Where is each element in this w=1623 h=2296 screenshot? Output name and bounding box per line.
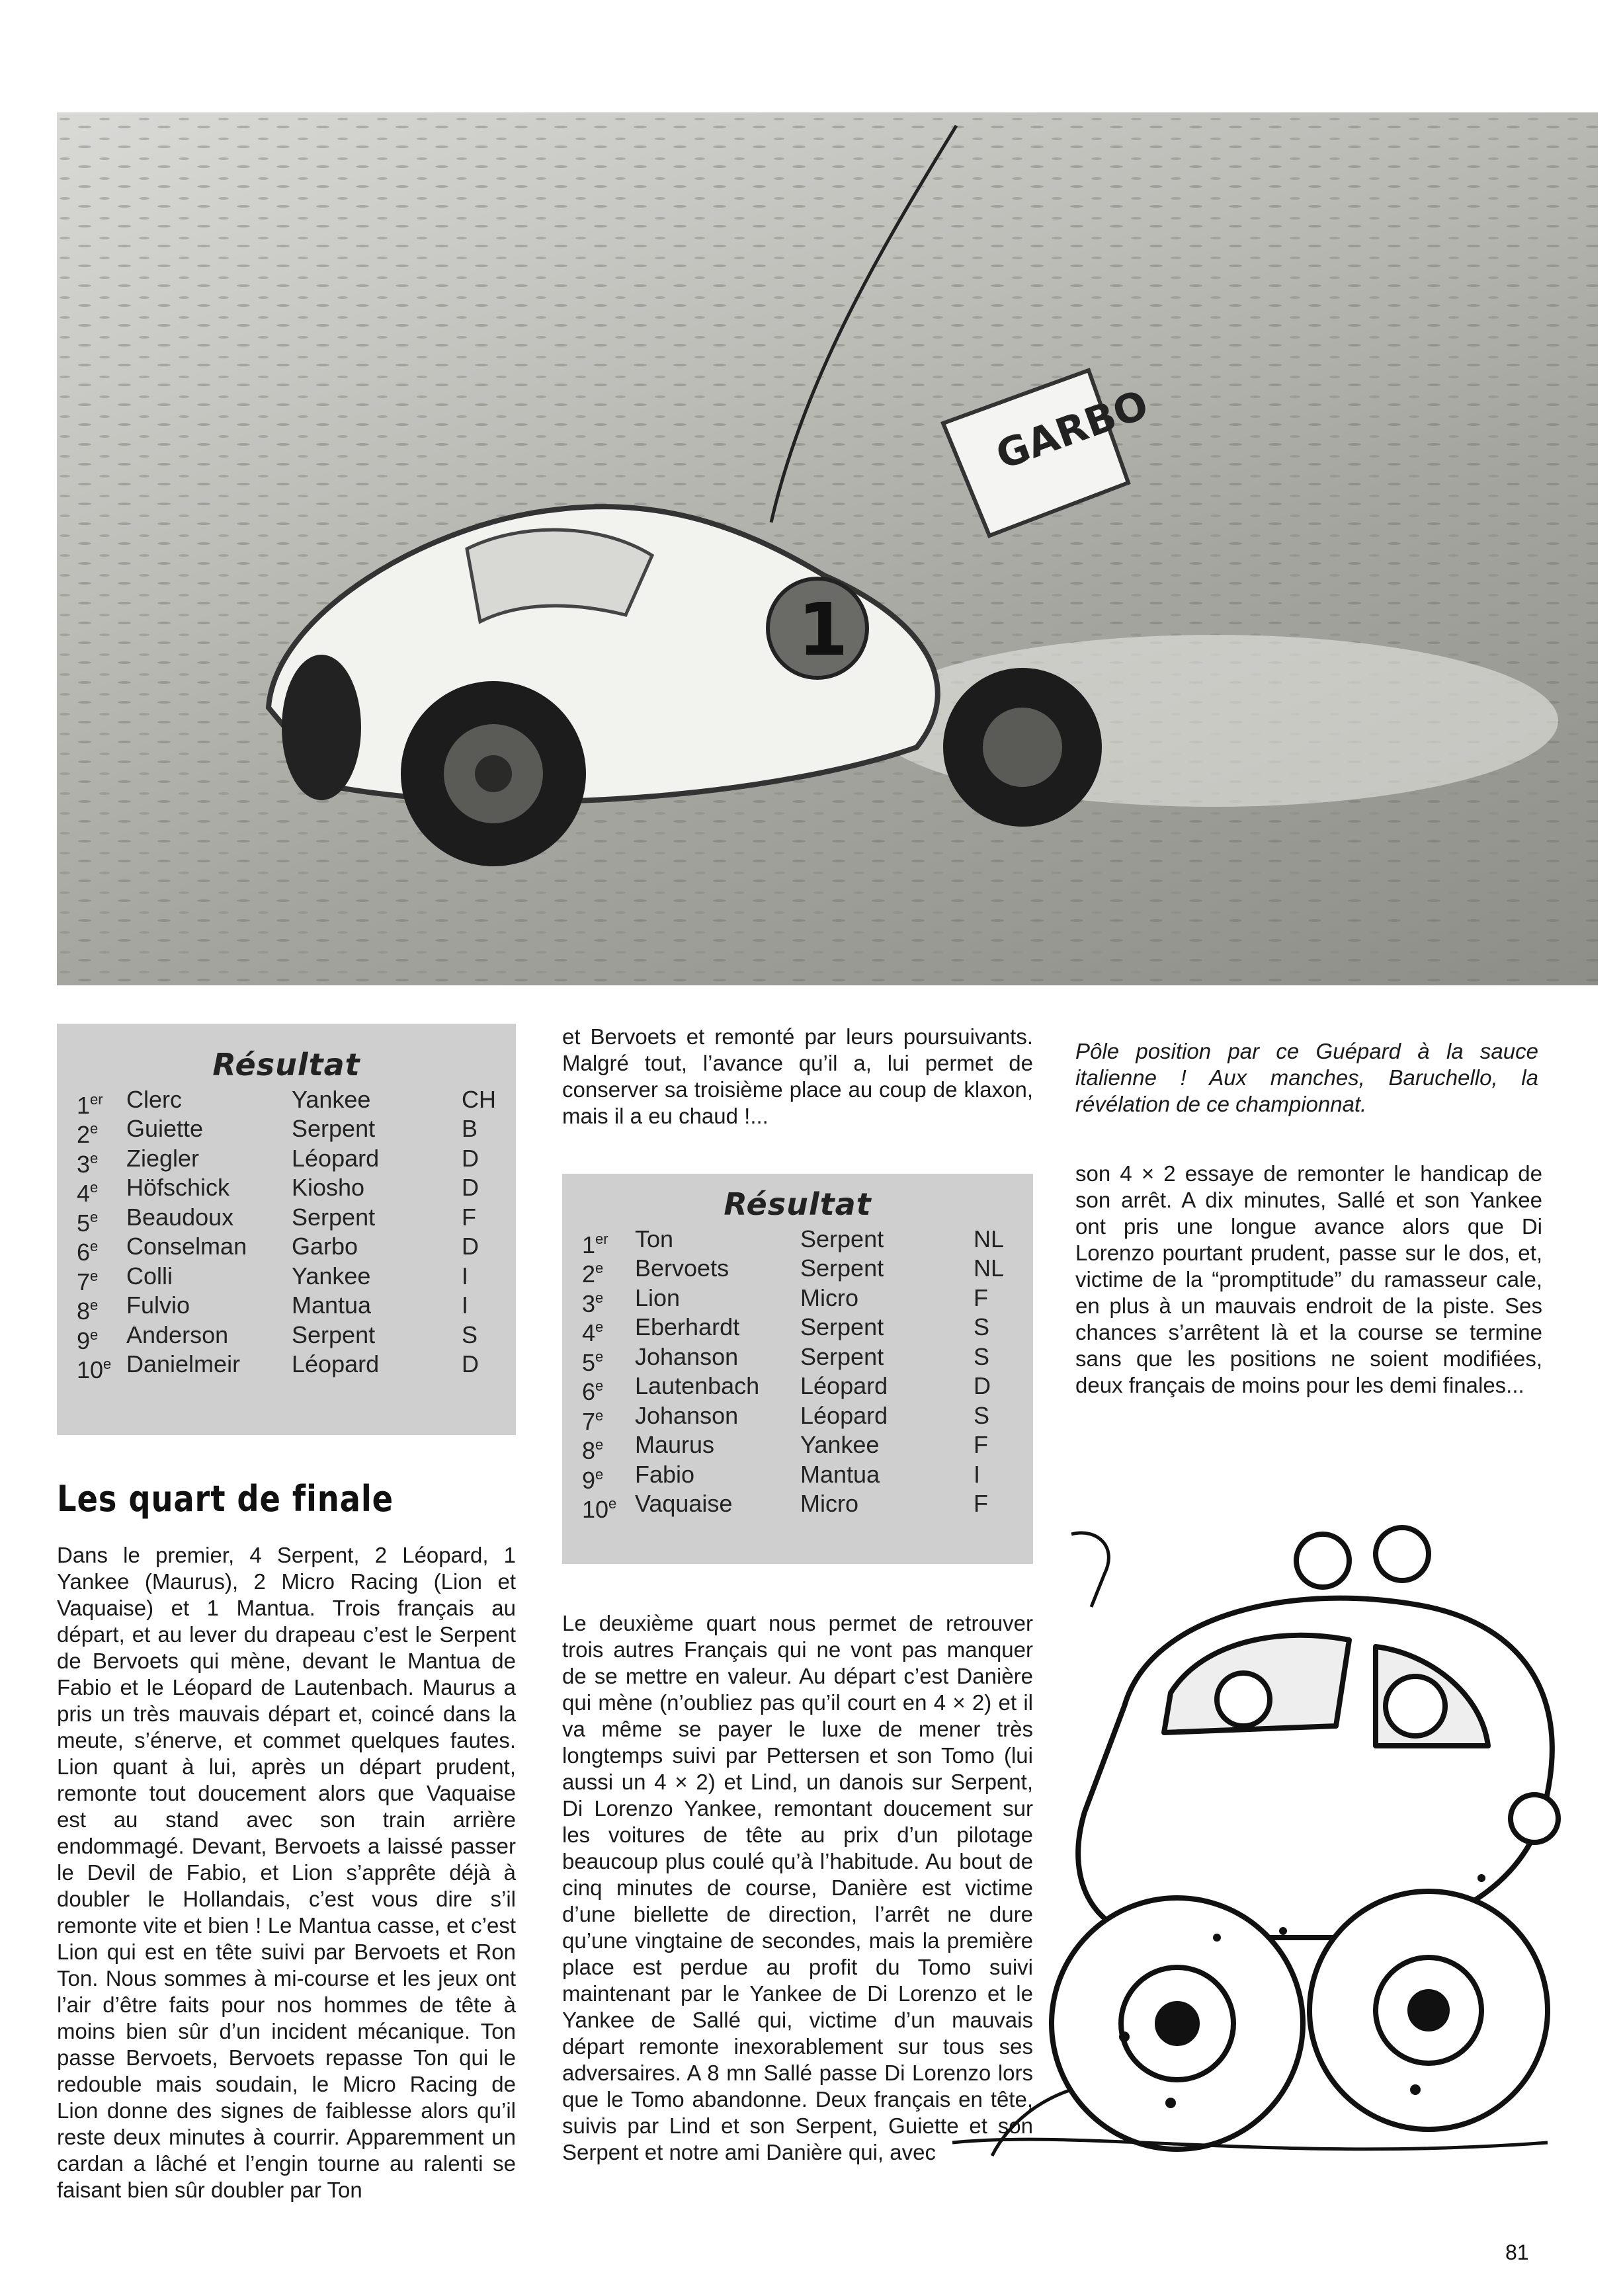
- results-table-1-title: Résultat: [212, 1047, 360, 1083]
- make-cell: Kiosho: [292, 1174, 365, 1201]
- country-cell: B: [462, 1115, 478, 1142]
- table-row: [57, 1350, 516, 1383]
- rank-cell: 9e: [77, 1326, 99, 1354]
- country-cell: F: [974, 1284, 988, 1311]
- name-cell: Clerc: [126, 1085, 183, 1113]
- make-cell: Yankee: [292, 1085, 371, 1113]
- paragraph-quart-1: Dans le premier, 4 Serpent, 2 Léopard, 1 Yankee (Maurus), 2 Micro Racing (Lion et Vaquaise) et 1 Mantua. Trois français au départ, et au lever du drapeau c’est le Serpent de Bervoets qui mène, devant le Mantua de Fabio et le Léopard de Lautenbach. Maurus a pris un très mauvais départ et, coincé dans la meute, s’énerve, et commet quelques fautes. Lion quant à lui, après un départ prudent, remonte tout doucement alors que Vaquaise est au stand avec son train arrière endommagé. Devant, Bervoets a laissé passer le Devil de Fabio, et Lion s’apprête déjà à doubler le Hollandais, c’est vous dire s’il remonte vite et bien ! Le Mantua casse, et c’est Lion qui est en tête suivi par Bervoets et Ron Ton. Nous sommes à mi-course et les jeux ont l’air d’être faits pour nos hommes de tête à moins bien sûr d’un incident mécanique. Ton passe Bervoets, Bervoets repasse Ton qui le redouble mais soudain, le Micro Racing de Lion donne des signes de faiblesse alors qu’il reste deux minutes à courrir. Apparemment un cardan a lâché et l’engin tourne au ralenti se faisant bien sûr doubler par Ton: [57, 1543, 516, 2202]
- rank-cell: 8e: [77, 1297, 99, 1325]
- name-cell: Conselman: [126, 1233, 247, 1260]
- country-cell: S: [974, 1313, 990, 1340]
- page-number: 81: [1505, 2240, 1529, 2264]
- rank-cell: 5e: [77, 1208, 99, 1237]
- table-row: [562, 1430, 1033, 1464]
- country-cell: D: [462, 1350, 479, 1377]
- make-cell: Serpent: [800, 1342, 884, 1370]
- name-cell: Fabio: [635, 1460, 695, 1488]
- name-cell: Colli: [126, 1262, 173, 1290]
- table-row: [562, 1313, 1033, 1346]
- name-cell: Danielmeir: [126, 1350, 241, 1377]
- rank-cell: 6e: [582, 1377, 604, 1405]
- rank-cell: 6e: [77, 1238, 99, 1266]
- article-column-3: [1075, 1161, 1542, 1399]
- table-row: [562, 1342, 1033, 1376]
- name-cell: Bervoets: [635, 1254, 729, 1282]
- country-cell: S: [974, 1401, 990, 1429]
- country-cell: D: [462, 1233, 479, 1260]
- country-cell: NL: [974, 1254, 1005, 1282]
- svg-text:GARBO: GARBO: [990, 381, 1155, 479]
- name-cell: Eberhardt: [635, 1313, 740, 1340]
- race-photo: [57, 112, 1598, 985]
- table-row: [562, 1372, 1033, 1405]
- photo-caption: [1075, 1038, 1538, 1118]
- name-cell: Vaquaise: [635, 1490, 733, 1517]
- country-cell: F: [974, 1490, 988, 1517]
- rank-cell: 2e: [582, 1260, 604, 1288]
- table-row: [57, 1262, 516, 1295]
- rank-cell: 10e: [582, 1495, 617, 1523]
- make-cell: Mantua: [800, 1460, 880, 1488]
- rank-cell: 9e: [582, 1465, 604, 1494]
- paragraph-quart-2: Le deuxième quart nous permet de retrouver trois autres Français qui ne vont pas manquer de se mettre en valeur. Au départ c’est Danière qui mène (n’oubliez pas qu’il court en 4 × 2) et il va même se payer le luxe de mener très longtemps suivi par Pettersen et son Tomo (lui aussi un 4 × 2) et Lind, un danois sur Serpent, Di Lorenzo Yankee, remontant doucement sur les voitures de tête au prix d’un pilotage beaucoup plus coulé qu’à l’habitude. Au bout de cinq minutes de course, Danière est victime d’une biellette de direction, l’arrêt ne dure qu’une vingtaine de secondes, mais la première place est perdue au profit du Tomo suivi maintenant par le Yankee de Di Lorenzo et le Yankee de Sallé qui, victime d’un mauvais départ remonte inexorablement sur tous ses adversaires. A 8 mn Sallé passe Di Lorenzo lors que le Tomo abandonne. Deux français en tête, suivis par Lind et son Serpent, Guiette et son Serpent et notre ami Danière qui, avec: [562, 1611, 1033, 2164]
- name-cell: Ziegler: [126, 1144, 200, 1172]
- paragraph-continued: et Bervoets et remonté par leurs poursuivants. Malgré tout, l’avance qu’il a, lui permet de conserver sa troisième place au coup de klaxon, mais il a eu chaud !...: [562, 1024, 1033, 1128]
- name-cell: Höfschick: [126, 1174, 230, 1201]
- table-row: [57, 1203, 516, 1237]
- table-row: [57, 1321, 516, 1354]
- make-cell: Micro: [800, 1490, 858, 1517]
- name-cell: Lion: [635, 1284, 681, 1311]
- section-heading: Les quart de finale: [57, 1478, 394, 1520]
- country-cell: D: [974, 1372, 991, 1399]
- country-cell: S: [974, 1342, 990, 1370]
- table-row: [57, 1144, 516, 1178]
- make-cell: Léopard: [800, 1372, 888, 1399]
- table-row: [562, 1284, 1033, 1317]
- name-cell: Guiette: [126, 1115, 204, 1142]
- make-cell: Micro: [800, 1284, 858, 1311]
- make-cell: Serpent: [800, 1313, 884, 1340]
- rank-cell: 1er: [77, 1090, 103, 1119]
- rank-cell: 7e: [77, 1267, 99, 1295]
- svg-text:1: 1: [798, 587, 849, 672]
- name-cell: Maurus: [635, 1431, 715, 1458]
- country-cell: I: [974, 1460, 981, 1488]
- make-cell: Serpent: [292, 1203, 376, 1231]
- table-row: [57, 1291, 516, 1325]
- table-row: [57, 1232, 516, 1266]
- make-cell: Léopard: [800, 1401, 888, 1429]
- country-cell: F: [974, 1431, 988, 1458]
- country-cell: CH: [462, 1085, 496, 1113]
- rank-cell: 8e: [582, 1436, 604, 1464]
- rank-cell: 4e: [582, 1319, 604, 1346]
- name-cell: Ton: [635, 1225, 674, 1252]
- make-cell: Léopard: [292, 1144, 380, 1172]
- make-cell: Garbo: [292, 1233, 358, 1260]
- table-row: [562, 1225, 1033, 1258]
- table-row: [562, 1254, 1033, 1288]
- rank-cell: 5e: [582, 1348, 604, 1376]
- table-row: [57, 1085, 516, 1119]
- article-column-2-top: [562, 1024, 1033, 1129]
- table-row: [57, 1173, 516, 1207]
- caption-text: Pôle position par ce Guépard à la sauce italienne ! Aux manches, Baruchello, la révélation de ce championnat.: [1075, 1039, 1538, 1116]
- name-cell: Johanson: [635, 1401, 739, 1429]
- country-cell: NL: [974, 1225, 1005, 1252]
- paragraph-continued-3: son 4 × 2 essaye de remonter le handicap de son arrêt. A dix minutes, Sallé et son Yankee ont pris une longue avance alors que Di Lorenzo pourtant prudent, passe sur le dos, et, victime de la “promptitude” du ramasseur cale, en plus à un mauvais endroit de la piste. Ses chances s’arrêtent là et la course se termine sans que les positions ne soient modifiées, deux français de moins pour les demi finales...: [1075, 1161, 1542, 1397]
- rc-buggy-icon: [57, 112, 1598, 985]
- make-cell: Serpent: [800, 1225, 884, 1252]
- rank-cell: 3e: [77, 1149, 99, 1178]
- results-table-2-title: Résultat: [724, 1186, 872, 1222]
- name-cell: Beaudoux: [126, 1203, 234, 1231]
- rank-cell: 10e: [77, 1356, 112, 1383]
- name-cell: Lautenbach: [635, 1372, 760, 1399]
- rank-cell: 7e: [582, 1407, 604, 1435]
- country-cell: D: [462, 1144, 479, 1172]
- rank-cell: 2e: [77, 1120, 99, 1148]
- table-row: [562, 1401, 1033, 1435]
- name-cell: Fulvio: [126, 1292, 190, 1319]
- results-table-1: [57, 1024, 516, 1435]
- country-cell: F: [462, 1203, 476, 1231]
- rank-cell: 1er: [582, 1230, 608, 1258]
- cartoon-car-icon: [952, 1508, 1607, 2189]
- article-column-1: [57, 1542, 516, 2203]
- table-row: [562, 1460, 1033, 1494]
- country-cell: I: [462, 1262, 469, 1290]
- make-cell: Yankee: [292, 1262, 371, 1290]
- make-cell: Serpent: [800, 1254, 884, 1282]
- name-cell: Anderson: [126, 1321, 229, 1348]
- country-cell: I: [462, 1292, 469, 1319]
- make-cell: Léopard: [292, 1350, 380, 1377]
- rank-cell: 4e: [77, 1179, 99, 1207]
- name-cell: Johanson: [635, 1342, 739, 1370]
- make-cell: Yankee: [800, 1431, 880, 1458]
- make-cell: Serpent: [292, 1115, 376, 1142]
- country-cell: S: [462, 1321, 478, 1348]
- make-cell: Mantua: [292, 1292, 372, 1319]
- results-table-2: [562, 1174, 1033, 1564]
- table-row: [57, 1114, 516, 1148]
- rank-cell: 3e: [582, 1289, 604, 1317]
- make-cell: Serpent: [292, 1321, 376, 1348]
- country-cell: D: [462, 1174, 479, 1201]
